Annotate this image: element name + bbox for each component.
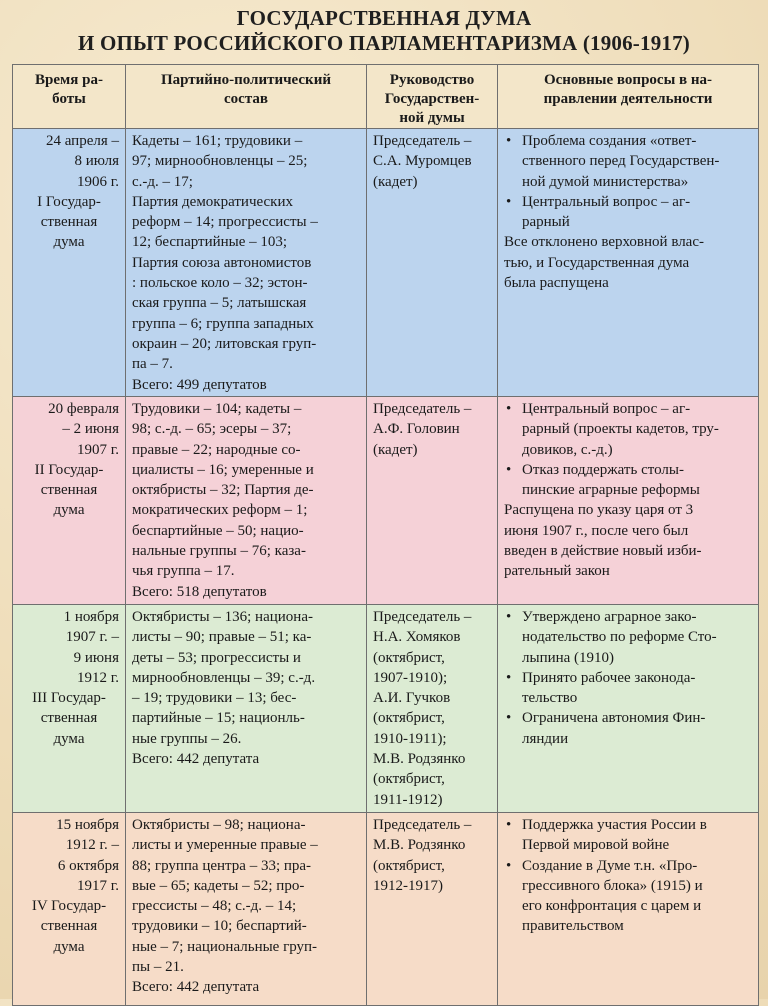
duma-table bbox=[12, 64, 759, 1006]
title-line-2: И ОПЫТ РОССИЙСКОГО ПАРЛАМЕНТАРИЗМА (1906-1917) bbox=[78, 31, 690, 55]
header-text: боты bbox=[52, 91, 86, 107]
leader-line: Председатель – bbox=[373, 133, 472, 149]
table-row bbox=[13, 813, 759, 1006]
issue-line: • Поддержка участия России в bbox=[522, 817, 707, 833]
party-line: Кадеты – 161; трудовики – bbox=[132, 133, 303, 149]
header-text: Государствен- bbox=[384, 91, 480, 107]
issue-line: ственного перед Государствен- bbox=[522, 153, 720, 170]
party-line: Октябристы – 136; национа- bbox=[132, 609, 313, 625]
issue-line: • Ограничена автономия Фин- bbox=[522, 710, 706, 727]
issue-line: была распущена bbox=[504, 275, 609, 292]
duma-name-line: дума bbox=[53, 234, 85, 251]
duma-name-line: дума bbox=[53, 938, 85, 955]
issue-line: довиков, с.-д.) bbox=[522, 441, 613, 458]
issue-line: • Центральный вопрос – аг- bbox=[522, 401, 691, 417]
party-line: мократических реформ – 1; bbox=[132, 502, 308, 519]
header-leaders bbox=[367, 65, 498, 129]
party-line: па – 7. bbox=[132, 356, 173, 373]
party-line: мирнообновленцы – 39; с.-д. bbox=[132, 669, 316, 686]
issue-line: • Утверждено аграрное зако- bbox=[522, 609, 697, 625]
party-line: окраин – 20; литовская груп- bbox=[132, 335, 317, 352]
duma-name-line: IV Государ- bbox=[31, 898, 107, 915]
issue-line: • Принято рабочее законода- bbox=[522, 669, 696, 686]
party-line: листы и умеренные правые – bbox=[132, 837, 318, 854]
party-line: 97; мирнообновленцы – 25; bbox=[132, 153, 308, 170]
header-row bbox=[13, 65, 759, 129]
party-line: циалисты – 16; умеренные и bbox=[132, 461, 314, 478]
leader-line: 1911-1912) bbox=[373, 791, 443, 808]
issue-line: Первой мировой войне bbox=[522, 837, 670, 854]
bullet-item bbox=[504, 607, 753, 668]
cell-leaders bbox=[367, 397, 498, 605]
party-line: Всего: 442 депутата bbox=[132, 979, 260, 996]
party-line: ская группа – 5; латышская bbox=[132, 295, 307, 312]
period-line: 9 июня bbox=[73, 649, 119, 666]
party-line: листы – 90; правые – 51; ка- bbox=[132, 629, 312, 646]
party-line: ные – 7; национальные груп- bbox=[132, 938, 318, 955]
party-line: группа – 6; группа западных bbox=[132, 315, 314, 332]
page-title bbox=[0, 6, 768, 56]
header-text: Руководство bbox=[389, 72, 475, 88]
leader-line: Н.А. Хомяков bbox=[373, 629, 461, 646]
cell-leaders bbox=[367, 129, 498, 397]
party-line: беспартийные – 50; нацио- bbox=[132, 522, 304, 539]
table-row bbox=[13, 397, 759, 605]
party-line: Партия демократических bbox=[132, 193, 293, 210]
leader-line: (октябрист, bbox=[373, 771, 445, 788]
leader-line: (кадет) bbox=[373, 441, 418, 458]
duma-name-line: ственная bbox=[40, 918, 98, 935]
bullet-item bbox=[504, 131, 753, 192]
period-line: 1912 г. bbox=[77, 669, 119, 686]
party-line: Трудовики – 104; кадеты – bbox=[132, 401, 302, 417]
summary-text bbox=[504, 500, 753, 581]
period-line: 1917 г. bbox=[77, 877, 119, 894]
issue-line: его конфронтация с царем и bbox=[522, 898, 702, 915]
period-line: 24 апреля – bbox=[45, 133, 119, 149]
issue-line: рательный закон bbox=[504, 563, 610, 580]
issue-line: тельство bbox=[522, 690, 578, 707]
leader-line: 1912-1917) bbox=[373, 877, 443, 894]
party-line: октябристы – 32; Партия де- bbox=[132, 482, 314, 499]
header-text: Время ра- bbox=[35, 72, 103, 88]
bullet-item bbox=[504, 399, 753, 460]
header-text: состав bbox=[224, 91, 268, 107]
period-line: 1907 г. bbox=[77, 441, 119, 458]
party-line: – 19; трудовики – 13; бес- bbox=[132, 690, 297, 707]
leader-line: А.И. Гучков bbox=[373, 690, 451, 707]
summary-text bbox=[504, 232, 753, 293]
period-line: 8 июля bbox=[74, 153, 119, 170]
table-row bbox=[13, 129, 759, 397]
header-text: правлении деятельности bbox=[543, 91, 713, 107]
party-line: 12; беспартийные – 103; bbox=[132, 234, 288, 251]
cell-leaders bbox=[367, 813, 498, 1006]
party-line: трудовики – 10; беспартий- bbox=[132, 918, 307, 935]
issue-line: • Центральный вопрос – аг- bbox=[522, 193, 691, 210]
period-line: 1 ноября bbox=[63, 609, 119, 625]
cell-period bbox=[13, 129, 126, 397]
party-line: Всего: 442 депутата bbox=[132, 751, 260, 768]
issue-line: • Отказ поддержать столы- bbox=[522, 461, 684, 478]
leader-line: (октябрист, bbox=[373, 649, 445, 666]
party-line: чья группа – 17. bbox=[132, 563, 235, 580]
party-line: деты – 53; прогрессисты и bbox=[132, 649, 301, 666]
party-line: Октябристы – 98; национа- bbox=[132, 817, 306, 833]
leader-line: А.Ф. Головин bbox=[373, 421, 460, 438]
bullet-item bbox=[504, 460, 753, 501]
duma-name-line: II Государ- bbox=[34, 461, 104, 478]
leader-line: Председатель – bbox=[373, 401, 472, 417]
issue-line: рарный (проекты кадетов, тру- bbox=[522, 421, 719, 438]
cell-issues bbox=[498, 129, 759, 397]
issue-line: рарный bbox=[522, 214, 570, 231]
bullet-item bbox=[504, 668, 753, 709]
party-line: с.-д. – 17; bbox=[132, 173, 193, 190]
header-period bbox=[13, 65, 126, 129]
issue-line: введен в действие новый изби- bbox=[504, 543, 702, 560]
cell-parties bbox=[126, 605, 367, 813]
issue-line: Все отклонено верховной влас- bbox=[504, 234, 704, 251]
duma-name-line: I Государ- bbox=[37, 193, 101, 210]
period-line: 1907 г. – bbox=[65, 629, 119, 646]
cell-period bbox=[13, 397, 126, 605]
cell-issues bbox=[498, 813, 759, 1006]
party-line: пы – 21. bbox=[132, 959, 184, 976]
duma-name-line: ственная bbox=[40, 710, 98, 727]
header-text: Основные вопросы в на- bbox=[543, 72, 713, 88]
leader-line: 1910-1911); bbox=[373, 730, 447, 747]
party-line: ные группы – 26. bbox=[132, 730, 242, 747]
issue-line: Распущена по указу царя от 3 bbox=[504, 502, 694, 519]
issue-line: • Создание в Думе т.н. «Про- bbox=[522, 857, 698, 874]
bullet-item bbox=[504, 192, 753, 233]
issue-line: грессивного блока» (1915) и bbox=[522, 877, 703, 894]
leader-line: 1907-1910); bbox=[373, 669, 448, 686]
party-line: грессисты – 48; с.-д. – 14; bbox=[132, 898, 297, 915]
cell-leaders bbox=[367, 605, 498, 813]
issue-line: пинские аграрные реформы bbox=[522, 482, 700, 499]
leader-line: (кадет) bbox=[373, 173, 418, 190]
issue-line: июня 1907 г., после чего был bbox=[504, 522, 689, 539]
cell-period bbox=[13, 605, 126, 813]
table-body bbox=[13, 129, 759, 1006]
party-line: реформ – 14; прогрессисты – bbox=[132, 214, 318, 231]
period-line: 1906 г. bbox=[77, 173, 119, 190]
cell-parties bbox=[126, 397, 367, 605]
party-line: Партия союза автономистов bbox=[132, 254, 312, 271]
leader-line: М.В. Родзянко bbox=[373, 751, 466, 768]
party-line: 98; с.-д. – 65; эсеры – 37; bbox=[132, 421, 292, 438]
cell-issues bbox=[498, 397, 759, 605]
period-line: – 2 июня bbox=[62, 421, 119, 438]
duma-name-line: дума bbox=[53, 730, 85, 747]
duma-name-line: дума bbox=[53, 502, 85, 519]
issue-line: правительством bbox=[522, 918, 624, 935]
period-line: 6 октября bbox=[57, 857, 119, 874]
party-line: Всего: 499 депутатов bbox=[132, 376, 267, 393]
party-line: 88; группа центра – 33; пра- bbox=[132, 857, 312, 874]
bullet-item bbox=[504, 708, 753, 749]
period-line: 20 февраля bbox=[48, 401, 119, 417]
party-line: партийные – 15; национль- bbox=[132, 710, 305, 727]
cell-issues bbox=[498, 605, 759, 813]
issue-line: • Проблема создания «ответ- bbox=[522, 133, 697, 149]
table-row bbox=[13, 605, 759, 813]
leader-line: Председатель – bbox=[373, 817, 472, 833]
duma-name-line: ственная bbox=[40, 482, 98, 499]
header-issues bbox=[498, 65, 759, 129]
duma-name-line: ственная bbox=[40, 214, 98, 231]
leader-line: М.В. Родзянко bbox=[373, 837, 466, 854]
cell-parties bbox=[126, 813, 367, 1006]
period-line: 15 ноября bbox=[56, 817, 119, 833]
bullet-item bbox=[504, 815, 753, 856]
party-line: : польское коло – 32; эстон- bbox=[132, 275, 308, 292]
leader-line: Председатель – bbox=[373, 609, 472, 625]
duma-name-line: III Государ- bbox=[32, 690, 106, 707]
leader-line: (октябрист, bbox=[373, 857, 445, 874]
issue-line: нодательство по реформе Сто- bbox=[522, 629, 717, 646]
header-text: ной думы bbox=[399, 110, 465, 126]
issue-line: ляндии bbox=[522, 730, 569, 747]
leader-line: С.А. Муромцев bbox=[373, 153, 472, 170]
issue-line: тью, и Государственная дума bbox=[504, 254, 690, 271]
issue-line: ной думой министерства» bbox=[522, 173, 689, 190]
title-line-1: ГОСУДАРСТВЕННАЯ ДУМА bbox=[236, 6, 532, 30]
header-text: Партийно-политический bbox=[160, 72, 331, 88]
cell-period bbox=[13, 813, 126, 1006]
leader-line: (октябрист, bbox=[373, 710, 445, 727]
issue-line: лыпина (1910) bbox=[522, 649, 615, 666]
party-line: вые – 65; кадеты – 52; про- bbox=[132, 877, 305, 894]
period-line: 1912 г. – bbox=[65, 837, 119, 854]
cell-parties bbox=[126, 129, 367, 397]
party-line: нальные группы – 76; каза- bbox=[132, 543, 306, 560]
party-line: правые – 22; народные со- bbox=[132, 441, 301, 458]
bullet-item bbox=[504, 856, 753, 937]
header-parties bbox=[126, 65, 367, 129]
party-line: Всего: 518 депутатов bbox=[132, 583, 267, 600]
